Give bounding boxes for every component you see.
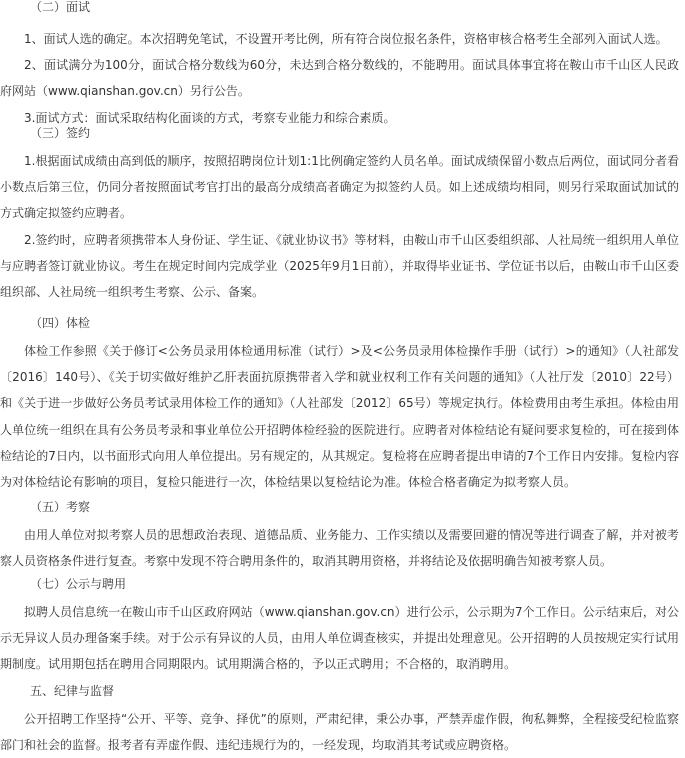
section-heading-medical-exam: （四）体检 xyxy=(30,316,91,330)
section-heading-discipline: 五、纪律与监督 xyxy=(30,684,115,698)
paragraph: 由用人单位对拟考察人员的思想政治表现、道德品质、业务能力、工作实绩以及需要回避的情况等进行调查了解，并对被考察人员资格条件进行复查。考察中发现不符合聘用条件的，取消其聘用资格，并将结论及依据明确告知被考察人员。 xyxy=(0,528,679,569)
section-heading-signing: （三）签约 xyxy=(30,126,91,140)
paragraph: 公开招聘工作坚持“公开、平等、竞争、择优”的原则，严肃纪律，秉公办事，严禁弄虚作假，徇私舞弊，全程接受纪检监察部门和社会的监督。报考者有弄虚作假、违纪违规行为的，一经发现，均取消其考试或应聘资格。 xyxy=(0,712,679,753)
section-heading-interview: （二）面试 xyxy=(30,0,91,14)
paragraph: 1、面试人选的确定。本次招聘免笔试，不设置开考比例，所有符合岗位报名条件，资格审核合格考生全部列入面试人选。 xyxy=(24,32,668,46)
section-medical-exam xyxy=(0,316,679,495)
section-signing xyxy=(0,126,679,305)
section-discipline xyxy=(0,684,679,758)
paragraph: 3.面试方式：面试采取结构化面谈的方式，考察专业能力和综合素质。 xyxy=(24,110,396,125)
section-interview xyxy=(0,0,679,131)
section-heading-inspection: （五）考察 xyxy=(30,500,91,514)
paragraph: 2.签约时，应聘者须携带本人身份证、学生证、《就业协议书》等材料，由鞍山市千山区委组织部、人社局统一组织用人单位与应聘者签订就业协议。考生在规定时间内完成学业（2025年9月1日前），并取得毕业证书、学位证书以后，由鞍山市千山区委组织部、人社局统一组织考生考察、公示、备案。 xyxy=(0,232,679,300)
section-publicity-hiring xyxy=(0,577,679,678)
paragraph: 1.根据面试成绩由高到低的顺序，按照招聘岗位计划1:1比例确定签约人员名单。面试成绩保留小数点后两位，面试同分者看小数点后第三位，仍同分者按照面试考官打出的最高分成绩高者确定为拟签约人员。如上述成绩均相同，则另行采取面试加试的方式确定拟签约应聘者。 xyxy=(0,154,679,221)
section-inspection xyxy=(0,500,679,574)
paragraph: 拟聘人员信息统一在鞍山市千山区政府网站（www.qianshan.gov.cn）进行公示，公示期为7个工作日。公示结束后，对公示无异议人员办理备案手续。对于公示有异议的人员，由用人单位调查核实，并提出处理意见。公开招聘的人员按规定实行试用期制度。试用期包括在聘用合同期限内。试用期满合格的，予以正式聘用；不合格的，取消聘用。 xyxy=(0,605,679,672)
paragraph: 2、面试满分为100分，面试合格分数线为60分，未达到合格分数线的，不能聘用。面试具体事宜将在鞍山市千山区人民政府网站（www.qianshan.gov.cn）另行公告。 xyxy=(0,58,679,99)
section-heading-publicity-hiring: （七）公示与聘用 xyxy=(30,577,127,591)
paragraph: 体检工作参照《关于修订<公务员录用体检通用标准（试行）>及<公务员录用体检操作手册（试行）>的通知》（人社部发〔2016〕140号）、《关于切实做好维护乙肝表面抗原携带者入学和就业权利工作有关问题的通知》（人社厅发〔2010〕22号）和《关于进一步做好公务员考试录用体检工作的通知》（人社部发〔2012〕65号）等规定执行。体检费用由考生承担。体检由用人单位统一组织在具有公务员考录和事业单位公开招聘体检经验的医院进行。应聘者对体检结论有疑问要求复检的，可在接到体检结论的7日内，以书面形式向用人单位提出。另有规定的，从其规定。复检将在应聘者提出申请的7个工作日内安排。复检内容为对体检结论有影响的项目，复检只能进行一次，体检结果以复检结论为准。体检合格者确定为拟考察人员。 xyxy=(0,344,679,490)
